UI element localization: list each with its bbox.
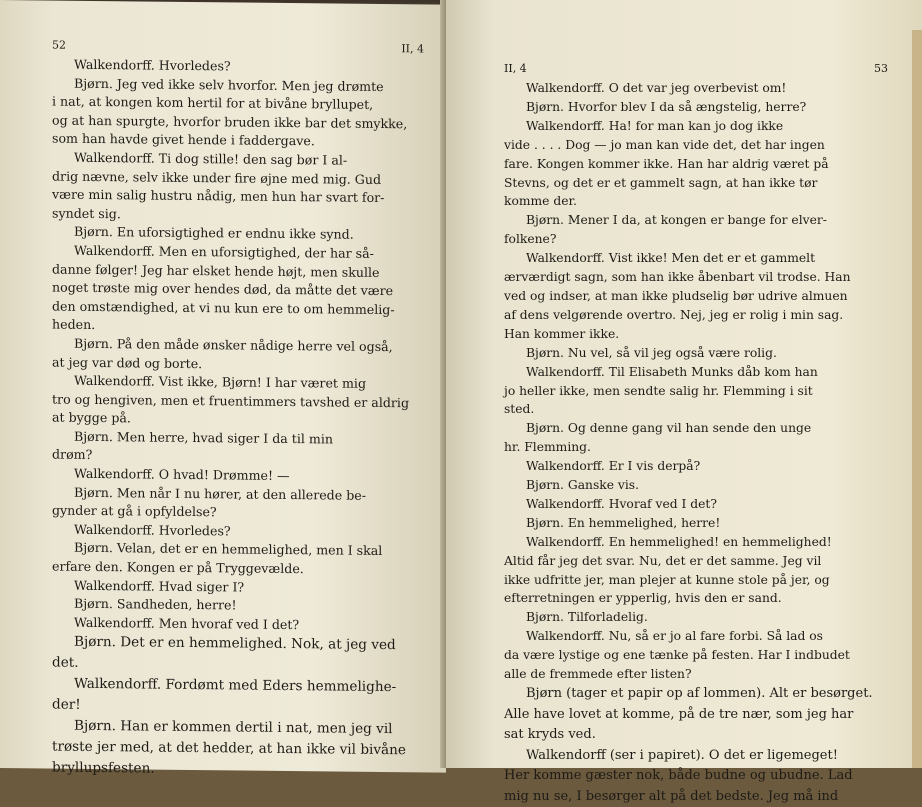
text-line: Walkendorff. Vist ikke! Men det er et gammelt — [504, 249, 888, 268]
text-line: Walkendorff. O det var jeg overbevist om! — [504, 79, 888, 98]
text-line: alle de fremmede efter listen? — [504, 665, 888, 684]
right-page-text-lower — [504, 684, 888, 807]
left-page-header — [52, 39, 424, 56]
text-line: at bygge på. — [52, 409, 424, 431]
text-line: jo heller ikke, men sendte salig hr. Flemming i sit — [504, 382, 888, 401]
left-page-text-lower — [52, 632, 424, 783]
text-line: Bjørn. En uforsigtighed er endnu ikke synd. — [52, 223, 424, 245]
text-line: Bjørn. Nu vel, så vil jeg også være rolig. — [504, 344, 888, 363]
text-line: være min salig hustru nådig, men hun har svart for- — [52, 186, 424, 208]
text-line: gynder at gå i opfyldelse? — [52, 502, 424, 524]
text-line: Walkendorff. Ha! for man kan jo dog ikke — [504, 117, 888, 136]
text-line: Walkendorff (ser i papiret). O det er ligemeget! — [504, 746, 888, 767]
text-line: Bjørn. Men herre, hvad siger I da til min — [52, 427, 424, 449]
left-page-section: II, 4 — [401, 42, 424, 55]
text-line: folkene? — [504, 230, 888, 249]
text-line: bryllupsfesten. — [52, 758, 424, 783]
text-line: trøste jer med, at det hedder, at han ikke vil bivåne — [52, 737, 424, 762]
text-line: vide . . . . Dog — jo man kan vide det, det har ingen — [504, 136, 888, 155]
text-line: Bjørn. Ganske vis. — [504, 476, 888, 495]
text-line: Walkendorff. Hvorledes? — [52, 56, 424, 78]
text-line: Bjørn. Sandheden, herre! — [52, 595, 424, 617]
text-line: Walkendorff. Men en uforsigtighed, der har så- — [52, 241, 424, 263]
text-line: Walkendorff. Ti dog stille! den sag bør I al- — [52, 149, 424, 171]
text-line: og at han spurgte, hvorfor bruden ikke bar det smykke, — [52, 111, 424, 133]
text-line: mig nu se, I besørger alt på det bedste. Jeg må ind — [504, 787, 888, 807]
text-line: Walkendorff. Hvorledes? — [52, 520, 424, 542]
text-line: Walkendorff. Hvoraf ved I det? — [504, 495, 888, 514]
text-line: tro og hengiven, men et fruentimmers tavshed er aldrig — [52, 390, 424, 412]
text-line: Walkendorff. Fordømt med Eders hemmelighe- — [52, 674, 424, 699]
text-line: ved og indser, at man ikke pludselig bør udrive almuen — [504, 287, 888, 306]
page-edge — [912, 30, 922, 768]
text-line: Walkendorff. En hemmelighed! en hemmelighed! — [504, 533, 888, 552]
text-line: Bjørn. Men når I nu hører, at den allerede be- — [52, 483, 424, 505]
text-line: hr. Flemming. — [504, 438, 888, 457]
text-line: ikke udfritte jer, man plejer at kunne stole på jer, og — [504, 571, 888, 590]
text-line: af dens velgørende overtro. Nej, jeg er rolig i min sag. — [504, 306, 888, 325]
text-line: Bjørn. Velan, det er en hemmelighed, men I skal — [52, 539, 424, 561]
text-line: Walkendorff. Vist ikke, Bjørn! I har været mig — [52, 372, 424, 394]
left-page-text — [52, 56, 424, 636]
text-line: det. — [52, 653, 424, 678]
text-line: Altid får jeg det svar. Nu, det er det samme. Jeg vil — [504, 552, 888, 571]
text-line: Bjørn. Mener I da, at kongen er bange for elver- — [504, 211, 888, 230]
right-page-section: II, 4 — [504, 62, 527, 75]
text-line: Bjørn. Og denne gang vil han sende den unge — [504, 419, 888, 438]
text-line: Walkendorff. Hvad siger I? — [52, 576, 424, 598]
text-line: efterretningen er ypperlig, hvis den er sand. — [504, 589, 888, 608]
text-line: Han kommer ikke. — [504, 325, 888, 344]
text-line: erfare den. Kongen er på Tryggevælde. — [52, 558, 424, 580]
text-line: Bjørn. Det er en hemmelighed. Nok, at jeg ved — [52, 632, 424, 657]
text-line: Bjørn. På den måde ønsker nådige herre vel også, — [52, 334, 424, 356]
text-line: drøm? — [52, 446, 424, 468]
text-line: danne følger! Jeg har elsket hende højt, men skulle — [52, 260, 424, 282]
text-line: ærværdigt sagn, som han ikke åbenbart vil trodse. Han — [504, 268, 888, 287]
text-line: drig nævne, selv ikke under fire øjne med mig. Gud — [52, 167, 424, 189]
text-line: heden. — [52, 316, 424, 338]
text-line: Bjørn (tager et papir op af lommen). Alt er besørget. — [504, 684, 888, 705]
text-line: Bjørn. Han er kommen dertil i nat, men jeg vil — [52, 716, 424, 741]
text-line: sted. — [504, 400, 888, 419]
right-page-text — [504, 79, 888, 684]
text-line: sat kryds ved. — [504, 725, 888, 746]
text-line: Stevns, og det er et gammelt sagn, at han ikke tør — [504, 174, 888, 193]
text-line: komme der. — [504, 192, 888, 211]
text-line: da være lystige og ene tænke på festen. Har I indbudet — [504, 646, 888, 665]
text-line: Bjørn. Hvorfor blev I da så ængstelig, herre? — [504, 98, 888, 117]
text-line: der! — [52, 695, 424, 720]
text-line: Walkendorff. Til Elisabeth Munks dåb kom han — [504, 363, 888, 382]
text-line: Walkendorff. Men hvoraf ved I det? — [52, 613, 424, 635]
left-page — [0, 0, 446, 773]
text-line: fare. Kongen kommer ikke. Han har aldrig været på — [504, 155, 888, 174]
right-page-number: 53 — [874, 62, 888, 75]
text-line: Walkendorff. Er I vis derpå? — [504, 457, 888, 476]
text-line: syndet sig. — [52, 204, 424, 226]
text-line: Alle have lovet at komme, på de tre nær, som jeg har — [504, 705, 888, 726]
text-line: som han havde givet hende i faddergave. — [52, 130, 424, 152]
text-line: den omstændighed, at vi nu kun ere to om hemmelig- — [52, 297, 424, 319]
text-line: Walkendorff. Nu, så er jo al fare forbi. Så lad os — [504, 627, 888, 646]
text-line: Bjørn. En hemmelighed, herre! — [504, 514, 888, 533]
right-page — [446, 0, 922, 768]
text-line: i nat, at kongen kom hertil for at bivåne bryllupet, — [52, 93, 424, 115]
text-line: Bjørn. Jeg ved ikke selv hvorfor. Men jeg drømte — [52, 74, 424, 96]
right-page-header — [504, 62, 888, 75]
text-line: noget trøste mig over hendes død, da måtte det være — [52, 279, 424, 301]
text-line: Bjørn. Tilforladelig. — [504, 608, 888, 627]
text-line: Walkendorff. O hvad! Drømme! — — [52, 465, 424, 487]
left-page-number: 52 — [52, 39, 66, 52]
text-line: at jeg var død og borte. — [52, 353, 424, 375]
text-line: Her komme gæster nok, både budne og ubudne. Lad — [504, 766, 888, 787]
